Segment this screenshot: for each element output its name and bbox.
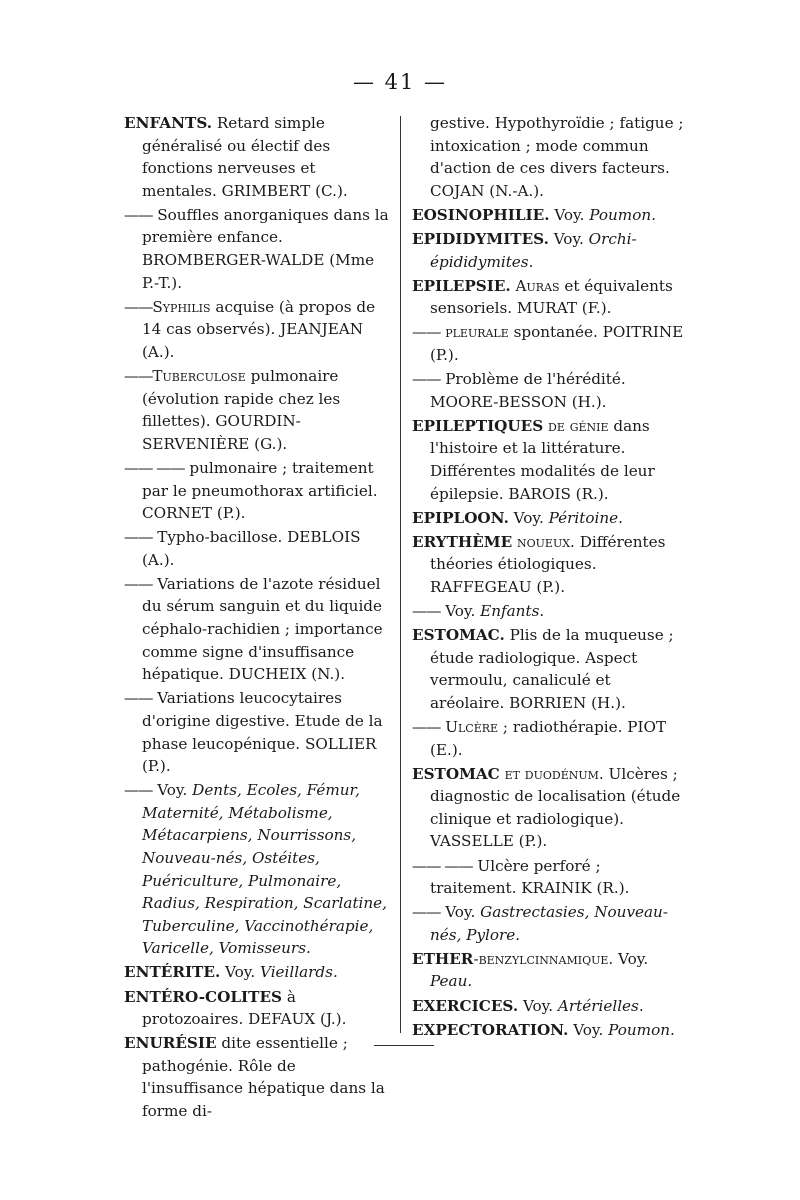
entry-subheading: et duodénum. [499,764,604,783]
entry-text: Voy. [568,1020,609,1039]
entry-text: ; radiothérapie. PIOT (E.). [430,717,667,759]
entry-subheading: de génie [543,416,609,435]
entry-text: spontanée. POITRINE (P.). [430,323,684,364]
index-entry [412,415,684,505]
entry-crossref: Artérielles. [557,996,644,1015]
entry-text: Variations leucocytaires d'origine digestive. Etude de la phase leucopénique. SOLLIER (P.). [142,689,383,776]
entry-crossref: Peau. [430,972,473,991]
entry-dash: —— [412,903,441,922]
index-entry [412,531,684,599]
entry-crossref: Gastrectasies, Nouveau-nés, Pylore. [430,903,668,944]
index-entry [412,624,684,714]
index-entry [412,204,684,227]
entry-dash: —— [124,574,153,593]
entry-headword: EPILEPTIQUES [412,416,544,435]
index-entry [412,321,684,366]
entry-headword: EXPECTORATION. [412,1020,569,1039]
index-entry [124,365,394,455]
entry-headword: ENFANTS. [124,114,213,132]
index-entry [412,112,684,202]
entry-subheading: Tuberculose [152,367,246,386]
entry-dash: —— —— [412,856,473,875]
entry-text: Voy. [152,781,193,800]
entry-text: Voy. [440,601,481,620]
entry-headword: EPILEPSIE. [412,276,511,295]
index-entry [412,901,684,946]
entry-subheading: noueux. [512,532,575,551]
entry-headword: ESTOMAC [412,764,500,783]
page-number: — 41 — [352,70,448,94]
entry-crossref: Enfants. [480,601,545,620]
entry-headword: ETHER [412,949,474,968]
entry-crossref: Dents, Ecoles, Fémur, Maternité, Métabolisme, Métacarpiens, Nourrissons, Nouveau-nés, Ostéites, Puériculture, Pulmonaire, Radius, Respiration, Scarlatine, Tuberculine, Vaccinothérapie, Varicelle, Vomisseurs. [142,781,387,958]
entry-headword: ENTÉRO-COLITES [124,987,282,1006]
index-entry [412,1019,684,1042]
entry-dash: —— —— [124,458,185,477]
entry-text: Variations de l'azote résiduel du sérum sanguin et du liquide céphalo-rachidien ; importance comme signe d'insuffisance hépatique. DUCHEIX (N.). [142,574,383,684]
entry-dash: —— [124,367,153,386]
entry-subheading: -benzylcinnamique. [473,949,614,968]
entry-crossref: Péritoine. [548,508,623,527]
entry-headword: ENTÉRITE. [124,963,221,982]
index-entry [412,716,684,761]
entry-subheading: Syphilis [152,297,211,316]
entry-headword: ERYTHÈME [412,532,513,551]
entry-headword: EOSINOPHILIE. [412,205,550,224]
entry-text: Voy. [220,963,260,982]
entry-headword: EXERCICES. [412,996,519,1015]
index-entry [124,204,394,294]
entry-text: acquise (à propos de 14 cas observés). JEANJEAN (A.). [142,297,376,361]
entry-dash: —— [124,781,153,800]
index-entry [412,275,684,320]
entry-text: Voy. [548,229,589,248]
index-entry [412,995,684,1018]
entry-dash: —— [412,601,441,620]
entry-text: pulmonaire ; traitement par le pneumothorax artificiel. CORNET (P.). [142,458,378,523]
entry-text: Voy. [613,949,649,968]
entry-text: Voy. [518,996,558,1015]
index-entry [124,457,394,525]
index-entry [412,855,684,900]
entry-dash: —— [124,297,153,316]
index-entry [412,368,684,413]
entry-text: pulmonaire (évolution rapide chez les fillettes). GOURDIN-SERVENIÈRE (G.). [142,367,341,453]
column-divider [400,116,401,1033]
entry-headword: ENURÉSIE [124,1034,217,1053]
entry-dash: —— [124,528,153,547]
index-entry [124,779,394,960]
entry-crossref: Vieillards. [260,963,338,982]
index-entry [124,112,394,202]
entry-text: Retard simple généralisé ou électif des fonctions nerveuses et mentales. GRIMBERT (C.). [142,114,348,200]
entry-text: dite essentielle ; pathogénie. Rôle de l'insuffisance hépatique dans la forme di- [142,1034,385,1121]
entry-subheading: pleurale [440,323,509,342]
entry-text: et équivalents sensoriels. MURAT (F.). [430,276,673,318]
entry-dash: —— [412,717,441,736]
entry-text: Voy. [440,903,481,922]
entry-text: à protozoaires. DEFAUX (J.). [142,987,347,1029]
entry-subheading: Ulcère [440,717,499,736]
entry-crossref: Orchi-épididymites. [430,229,637,271]
entry-text: Souffles anorganiques dans la première enfance. BROMBERGER-WALDE (Mme P.-T.). [142,205,389,292]
entry-text: Problème de l'hérédité. MOORE-BESSON (H.). [430,370,626,411]
entry-headword: EPIDIDYMITES. [412,229,549,248]
right-column [412,112,684,1043]
entry-text: Plis de la muqueuse ; étude radiologique. Aspect vermoulu, canaliculé et aréolaire. BORRIEN (H.). [430,626,674,712]
entry-crossref: Poumon. [589,205,656,224]
index-entry [124,961,394,984]
index-entry [124,1032,394,1122]
entry-text: Typho-bacillose. DEBLOIS (A.). [142,528,361,569]
entry-text: Ulcères ; diagnostic de localisation (étude clinique et radiologique). VASSELLE (P.). [430,764,681,851]
entry-dash: —— [412,323,441,342]
entry-text: gestive. Hypothyroïdie ; fatigue ; intoxication ; mode commun d'action de ces divers facteurs. COJAN (N.-A.). [430,114,684,200]
index-entry [124,573,394,686]
index-entry [124,986,394,1031]
entry-dash: —— [412,370,441,389]
entry-crossref: Poumon. [608,1020,675,1039]
index-entry [124,526,394,571]
entry-headword: EPIPLOON. [412,508,509,527]
index-entry [124,687,394,777]
entry-text: Voy. [549,205,590,224]
index-entry [124,296,394,364]
entry-headword: ESTOMAC. [412,626,505,645]
bottom-rule [374,1045,434,1046]
index-entry [412,507,684,530]
index-entry [412,948,684,993]
index-entry [412,600,684,623]
entry-subheading: Auras [510,276,560,295]
entry-text: dans l'histoire et la littérature. Différentes modalités de leur épilepsie. BAROIS (R.). [430,416,655,503]
entry-text: Ulcère perforé ; traitement. KRAINIK (R.). [430,856,630,898]
entry-text: Différentes théories étiologiques. RAFFEGEAU (P.). [430,532,666,596]
index-entry [412,228,684,273]
left-column [124,112,394,1124]
entry-text: Voy. [508,508,549,527]
entry-dash: —— [124,205,153,224]
entry-dash: —— [124,689,153,708]
index-entry [412,763,684,853]
